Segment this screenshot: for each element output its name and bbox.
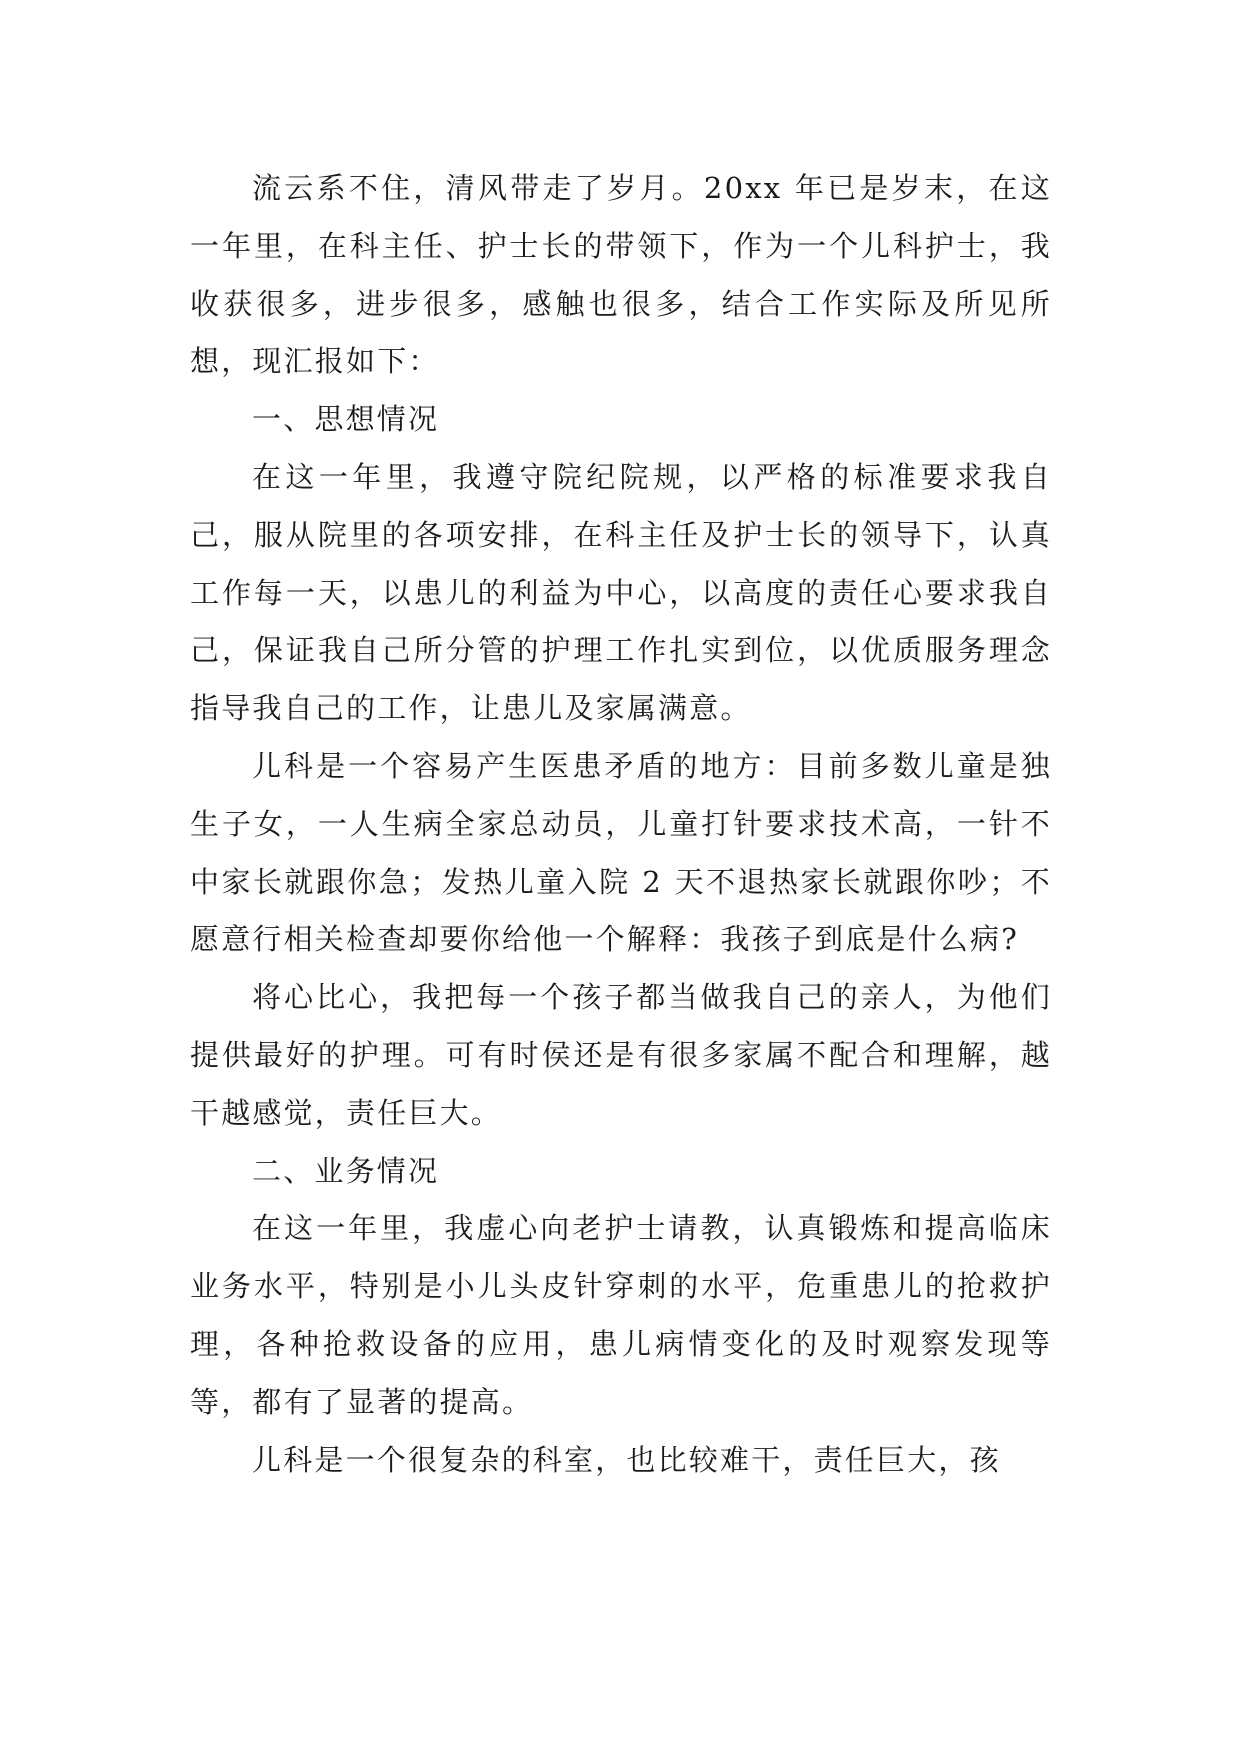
body-paragraph: 儿科是一个容易产生医患矛盾的地方：目前多数儿童是独生子女，一人生病全家总动员，儿童打针要求技术高，一针不中家长就跟你急；发热儿童入院 2 天不退热家长就跟你吵；不愿意行相关检查却要你给他一个解释：我孩子到底是什么病? [190, 748, 1052, 957]
body-paragraph: 儿科是一个很复杂的科室，也比较难干，责任巨大，孩 [252, 1442, 1001, 1477]
document-body [190, 160, 1052, 1489]
body-paragraph: 在这一年里，我遵守院纪院规，以严格的标准要求我自己，服从院里的各项安排，在科主任及护士长的领导下，认真工作每一天，以患儿的利益为中心，以高度的责任心要求我自己，保证我自己所分管的护理工作扎实到位，以优质服务理念指导我自己的工作，让患儿及家属满意。 [190, 459, 1052, 726]
body-paragraph: 将心比心，我把每一个孩子都当做我自己的亲人，为他们提供最好的护理。可有时侯还是有很多家属不配合和理解，越干越感觉，责任巨大。 [190, 980, 1052, 1130]
intro-paragraph: 流云系不住，清风带走了岁月。20xx 年已是岁末，在这一年里，在科主任、护士长的带领下，作为一个儿科护士，我收获很多，进步很多，感触也很多，结合工作实际及所见所想，现汇报如下： [190, 171, 1052, 379]
section-heading-business: 二、业务情况 [252, 1153, 440, 1188]
body-paragraph: 在这一年里，我虚心向老护士请教，认真锻炼和提高临床业务水平，特别是小儿头皮针穿刺的水平，危重患儿的抢救护理，各种抢救设备的应用，患儿病情变化的及时观察发现等等，都有了显著的提高。 [190, 1211, 1052, 1419]
section-heading-thoughts: 一、思想情况 [252, 402, 440, 437]
